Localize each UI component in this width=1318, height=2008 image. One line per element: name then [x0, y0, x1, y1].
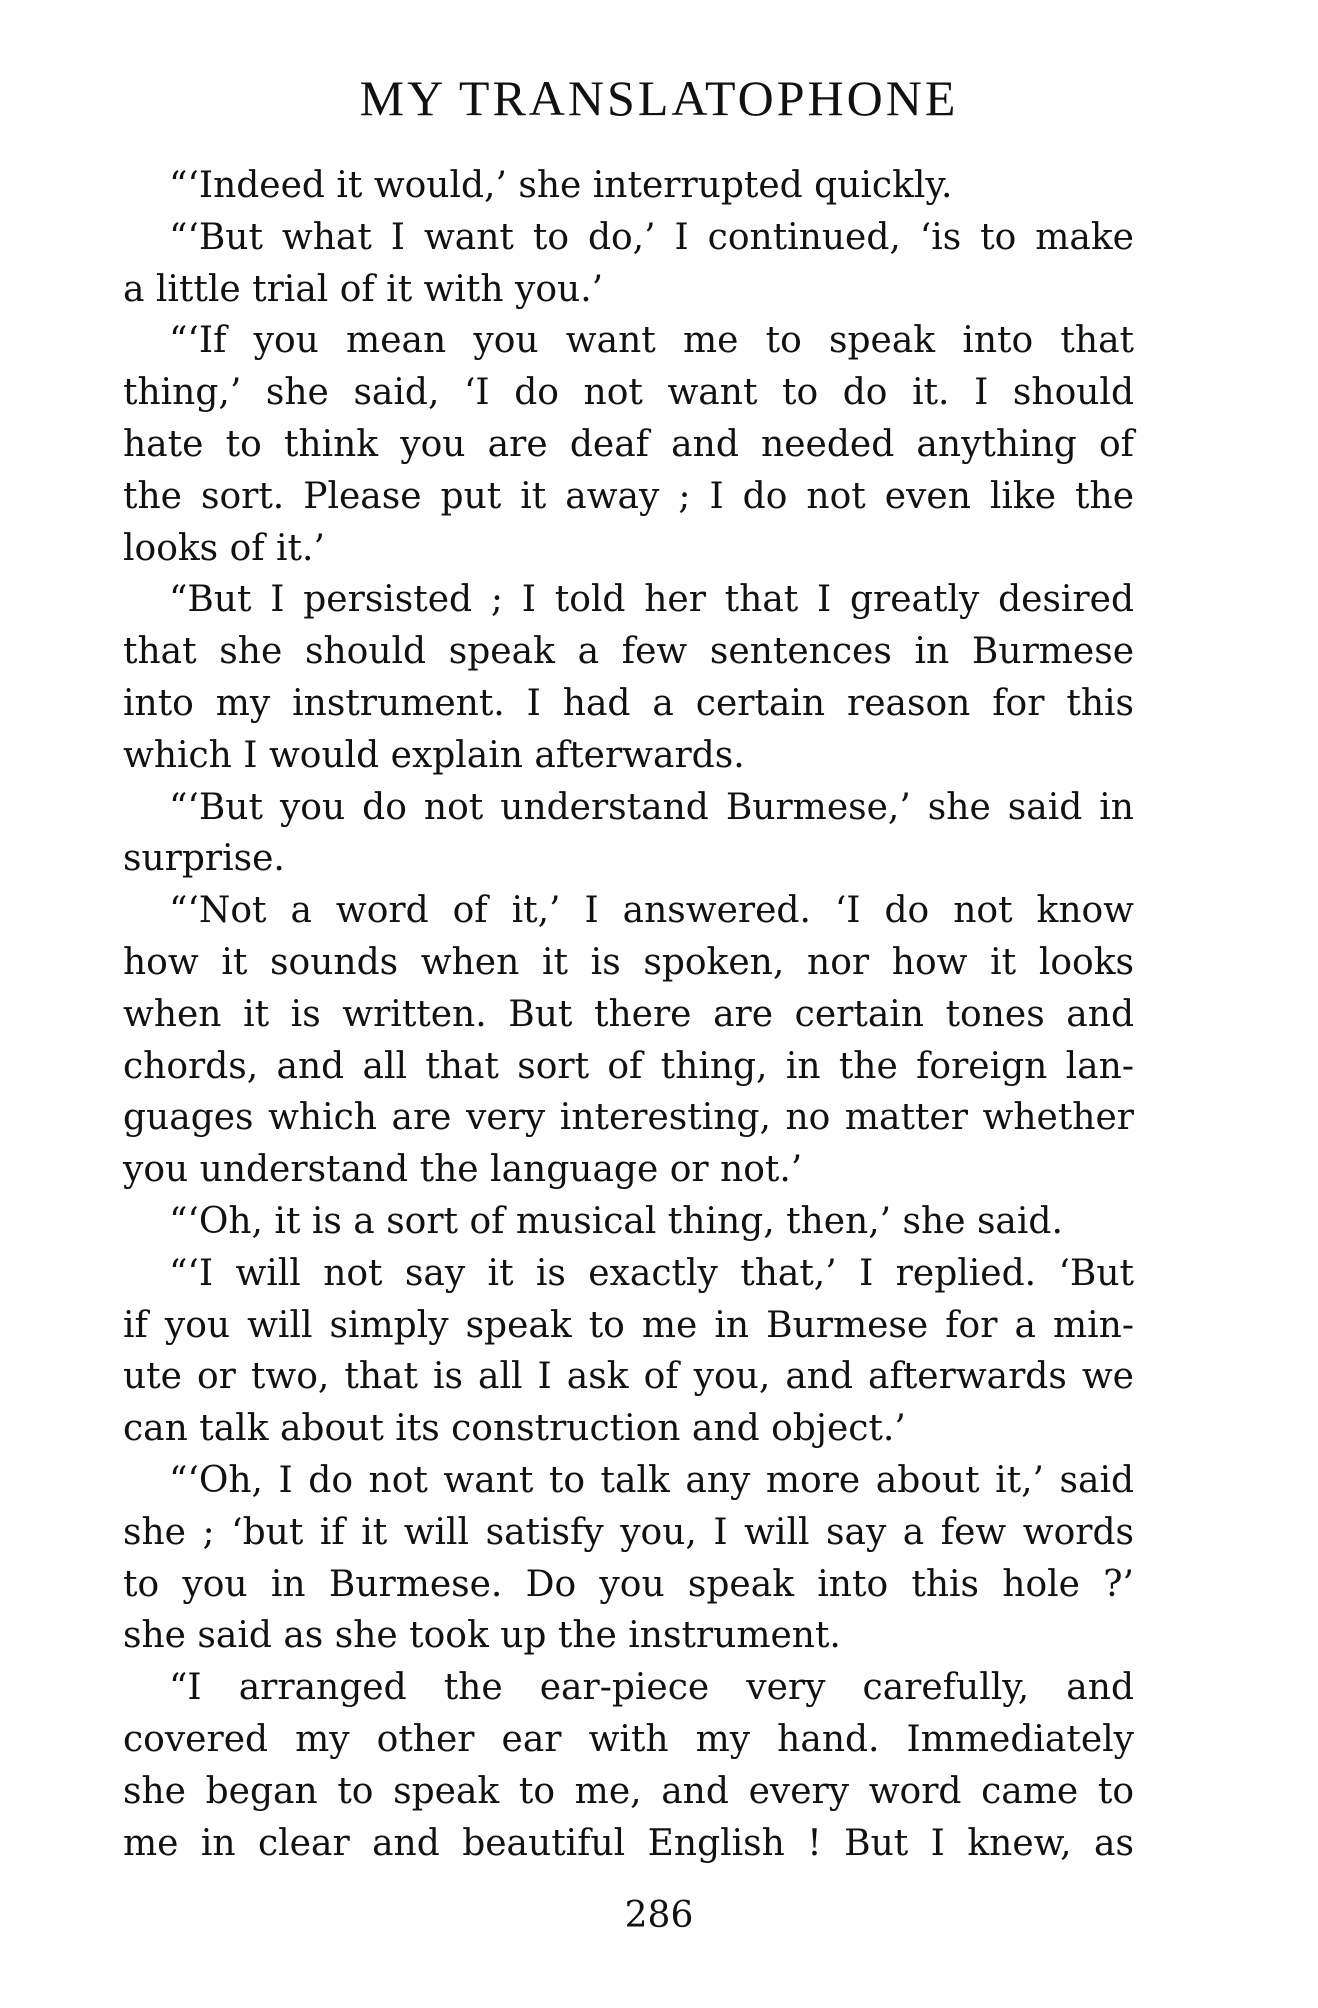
text-line: the sort. Please put it away ; I do not even like the [123, 475, 1134, 517]
text-line: to you in Burmese. Do you speak into this hole ?’ [123, 1563, 1134, 1605]
text-line: ute or two, that is all I ask of you, and afterwards we [123, 1356, 1134, 1398]
paragraph [123, 212, 1134, 316]
text-line: she began to speak to me, and every word came to [123, 1770, 1134, 1812]
text-line: “‘Oh, it is a sort of musical thing, then,’ she said. [169, 1200, 1063, 1242]
text-line: “‘But what I want to do,’ I continued, ‘is to make [169, 216, 1134, 258]
text-line: surprise. [123, 838, 285, 880]
paragraph [123, 160, 1134, 212]
text-line: “‘Oh, I do not want to talk any more about it,’ said [169, 1459, 1134, 1501]
text-line: she said as she took up the instrument. [123, 1615, 841, 1657]
text-line: “‘Not a word of it,’ I answered. ‘I do not know [169, 890, 1134, 932]
text-line: “I arranged the ear-piece very carefully, and [169, 1667, 1134, 1709]
text-line: she ; ‘but if it will satisfy you, I will say a few words [123, 1511, 1134, 1553]
paragraph [123, 1248, 1134, 1455]
text-line: which I would explain afterwards. [123, 734, 745, 776]
text-line: guages which are very interesting, no matter whether [123, 1097, 1134, 1139]
text-line: thing,’ she said, ‘I do not want to do it. I should [123, 372, 1134, 414]
text-line: chords, and all that sort of thing, in the foreign lan- [123, 1045, 1134, 1087]
text-line: when it is written. But there are certain tones and [123, 993, 1134, 1035]
paragraph [123, 1455, 1134, 1662]
page-number: 286 [624, 1895, 694, 1936]
text-line: “‘But you do not understand Burmese,’ she said in [169, 786, 1134, 828]
text-line: “‘Indeed it would,’ she interrupted quickly. [169, 165, 953, 206]
text-line: that she should speak a few sentences in Burmese [123, 631, 1134, 673]
text-line: a little trial of it with you.’ [123, 268, 604, 310]
paragraph [123, 315, 1134, 574]
text-line: how it sounds when it is spoken, nor how it looks [123, 941, 1134, 983]
paragraph [123, 782, 1134, 886]
text-line: “‘I will not say it is exactly that,’ I replied. ‘But [169, 1252, 1134, 1294]
paragraph [123, 574, 1134, 781]
body-text [123, 160, 1134, 1869]
text-line: if you will simply speak to me in Burmese for a min- [123, 1304, 1134, 1346]
text-line: can talk about its construction and object.’ [123, 1408, 906, 1450]
text-line: covered my other ear with my hand. Immediately [123, 1718, 1134, 1760]
text-line: hate to think you are deaf and needed anything of [123, 423, 1134, 465]
paragraph [123, 1196, 1134, 1248]
text-line: into my instrument. I had a certain reason for this [123, 682, 1134, 724]
text-line: you understand the language or not.’ [123, 1149, 803, 1191]
text-line: looks of it.’ [123, 527, 325, 569]
text-line: “But I persisted ; I told her that I greatly desired [169, 579, 1134, 621]
paragraph [123, 885, 1134, 1196]
running-head: MY TRANSLATOPHONE [359, 70, 959, 126]
text-line: “‘If you mean you want me to speak into that [169, 320, 1134, 362]
text-line: me in clear and beautiful English ! But I knew, as [123, 1822, 1134, 1864]
paragraph [123, 1662, 1134, 1869]
